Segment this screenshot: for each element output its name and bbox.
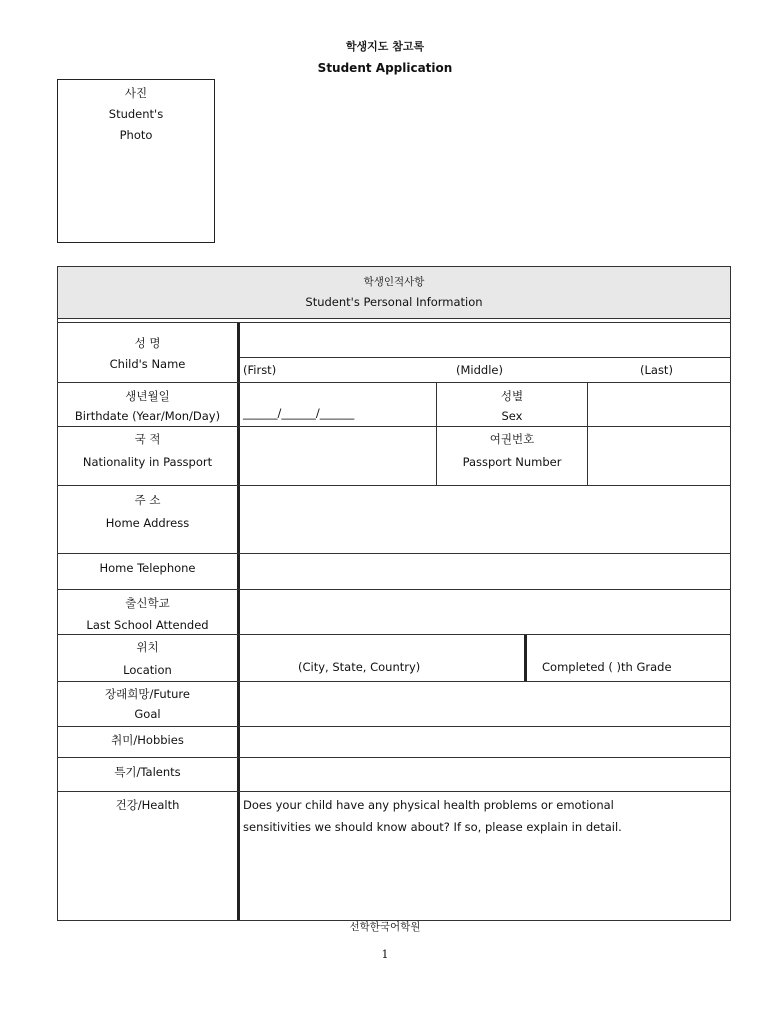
nationality-label-korean: 국 적 <box>134 432 161 446</box>
title-english: Student Application <box>317 61 453 75</box>
health-label <box>58 792 240 920</box>
section-title-english: Student's Personal Information <box>305 295 483 309</box>
location-label-english: Location <box>123 663 172 677</box>
sex-label <box>437 386 587 426</box>
photo-label-line1: Student's <box>108 107 164 121</box>
address-field[interactable] <box>240 486 730 553</box>
talents-label <box>58 758 240 791</box>
row-future-goal <box>58 682 730 727</box>
birthdate-field[interactable] <box>240 383 730 426</box>
photo-label-korean: 사진 <box>124 86 148 100</box>
hobbies-field[interactable] <box>240 727 730 757</box>
name-label <box>58 323 240 382</box>
row-address <box>58 486 730 554</box>
passport-divider <box>587 427 588 485</box>
health-label-text: 건강/Health <box>115 798 180 812</box>
row-last-school <box>58 590 730 635</box>
nationality-label-english: Nationality in Passport <box>82 455 213 469</box>
passport-label <box>437 429 587 472</box>
last-school-label <box>58 590 240 634</box>
nationality-label <box>58 427 240 485</box>
title-korean: 학생지도 참고록 <box>345 40 425 53</box>
telephone-field[interactable] <box>240 554 730 589</box>
telephone-label-english: Home Telephone <box>99 561 196 575</box>
passport-label-english: Passport Number <box>462 455 562 469</box>
health-question-line1: Does your child have any physical health problems or emotional <box>243 798 614 812</box>
hobbies-label-text: 취미/Hobbies <box>111 733 184 747</box>
row-hobbies <box>58 727 730 758</box>
birthdate-label-english: Birthdate (Year/Mon/Day) <box>74 409 221 423</box>
last-school-label-english: Last School Attended <box>86 618 209 632</box>
row-nationality <box>58 427 730 486</box>
address-label <box>58 486 240 553</box>
footer-school-name: 선학한국어학원 <box>349 921 421 933</box>
sex-label-korean: 성별 <box>500 389 524 403</box>
name-field[interactable] <box>240 323 730 382</box>
name-divider <box>240 357 730 358</box>
talents-field[interactable] <box>240 758 730 791</box>
row-talents <box>58 758 730 792</box>
last-school-label-korean: 출신학교 <box>125 596 170 610</box>
page-number: 1 <box>381 948 389 961</box>
photo-box[interactable] <box>57 79 215 243</box>
passport-label-korean: 여권번호 <box>489 432 535 446</box>
sex-divider <box>587 383 588 426</box>
hobbies-label <box>58 727 240 757</box>
nationality-field[interactable] <box>240 427 730 485</box>
last-school-field[interactable] <box>240 590 730 634</box>
row-birthdate <box>58 383 730 427</box>
future-goal-label-line1: 장래희망/Future <box>105 687 190 701</box>
section-header <box>58 267 730 319</box>
sex-label-english: Sex <box>501 409 523 423</box>
name-label-english: Child's Name <box>109 357 186 371</box>
section-title-korean: 학생인적사항 <box>363 276 425 288</box>
address-label-english: Home Address <box>105 516 190 530</box>
birthdate-blank: ______/______/______ <box>243 406 355 420</box>
telephone-label <box>58 554 240 589</box>
location-hint: (City, State, Country) <box>298 660 421 674</box>
birthdate-label <box>58 383 240 426</box>
future-goal-label-line2: Goal <box>134 707 161 721</box>
row-health <box>58 792 730 920</box>
location-label-korean: 위치 <box>136 640 159 654</box>
health-question-line2: sensitivities we should know about? If so, please explain in detail. <box>243 820 622 834</box>
photo-label-line2: Photo <box>119 128 153 142</box>
personal-info-form <box>57 266 731 921</box>
future-goal-field[interactable] <box>240 682 730 726</box>
name-label-korean: 성 명 <box>134 336 161 350</box>
location-label <box>58 635 240 681</box>
row-location <box>58 635 730 682</box>
talents-label-text: 특기/Talents <box>114 765 181 779</box>
row-telephone <box>58 554 730 590</box>
future-goal-label <box>58 682 240 726</box>
birthdate-label-korean: 생년월일 <box>125 389 170 403</box>
row-name <box>58 323 730 383</box>
name-first-hint: (First) <box>243 363 277 377</box>
health-field[interactable] <box>240 792 730 920</box>
name-last-hint: (Last) <box>640 363 673 377</box>
location-divider <box>524 635 527 681</box>
location-field[interactable] <box>240 635 730 681</box>
address-label-korean: 주 소 <box>134 493 161 507</box>
completed-grade[interactable]: Completed ( )th Grade <box>542 660 672 674</box>
name-middle-hint: (Middle) <box>456 363 503 377</box>
